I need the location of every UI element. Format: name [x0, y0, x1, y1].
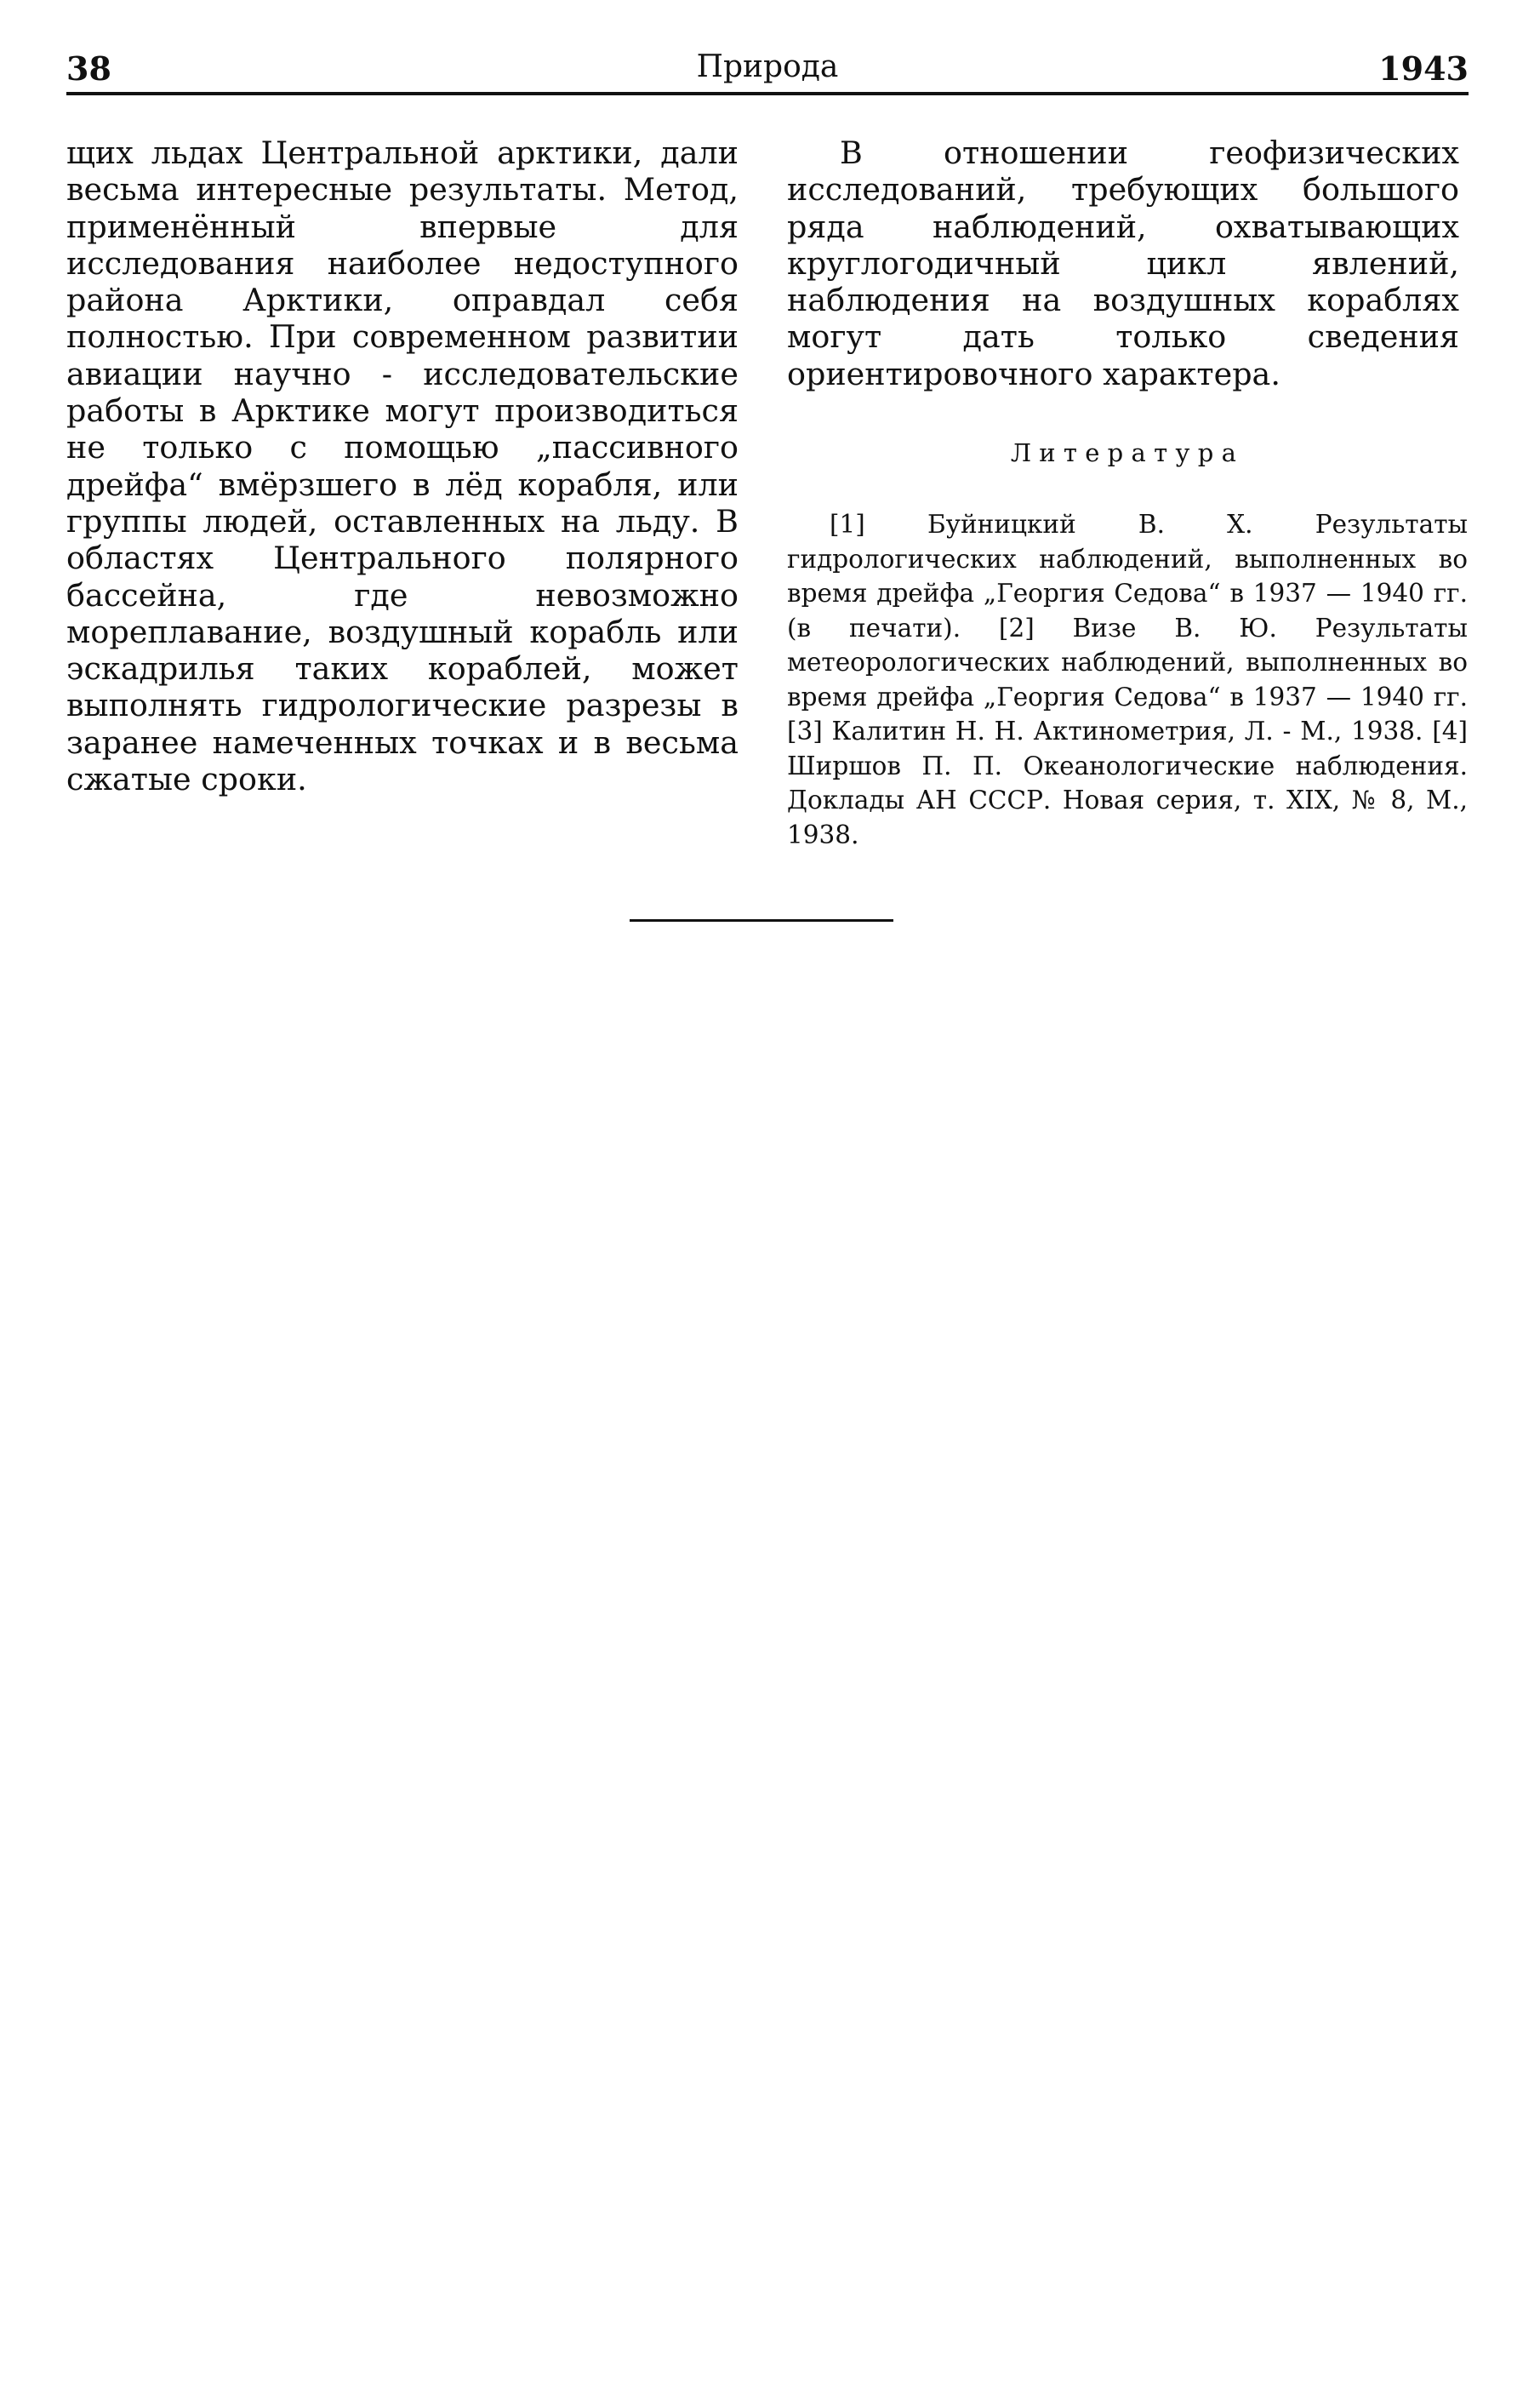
journal-title: Природа — [696, 49, 839, 84]
running-header — [66, 49, 1469, 92]
publication-year: 1943 — [1378, 49, 1469, 88]
left-column: щих льдах Центральной арктики, дали весьма интересные результаты. Метод, применённый впервые для исследования наиболее недоступного района Арктики, оправдал себя полностью. При современном развитии авиации научно - исследовательские работы в Арктике могут производиться не только с помощью „пассивного дрейфа“ вмёрзшего в лёд корабля, или группы людей, оставленных на льду. В областях Центрального полярного бассейна, где невозможно мореплавание, воздушный корабль или эскадрилья таких кораблей, может выполнять гидрологические разрезы в заранее намеченных точках и в весьма сжатые сроки. — [66, 134, 739, 798]
page-number: 38 — [66, 49, 111, 88]
references-list: [1] Буйницкий В. Х. Результаты гидрологических наблюдений, выполненных во время дрейфа „Георгия Седова“ в 1937 — 1940 гг. (в печати). [2] Визе В. Ю. Результаты метеорологических наблюдений, выполненных во время дрейфа „Георгия Седова“ в 1937 — 1940 гг. [3] Калитин Н. Н. Актинометрия, Л. - М., 1938. [4] Ширшов П. П. Океанологические наблюдения. Доклады АН СССР. Новая серия, т. XIX, № 8, М., 1938. — [787, 510, 1468, 849]
references-heading: Литература — [1010, 438, 1245, 467]
header-rule — [66, 92, 1469, 95]
article-end-rule — [630, 919, 893, 922]
right-column — [787, 134, 1459, 392]
body-paragraph: В отношении геофизических исследований, требующих большого ряда наблюдений, охватывающих круглогодичный цикл явлений, наблюдения на воздушных кораблях могут дать только сведения ориентировочного характера. — [787, 134, 1459, 392]
